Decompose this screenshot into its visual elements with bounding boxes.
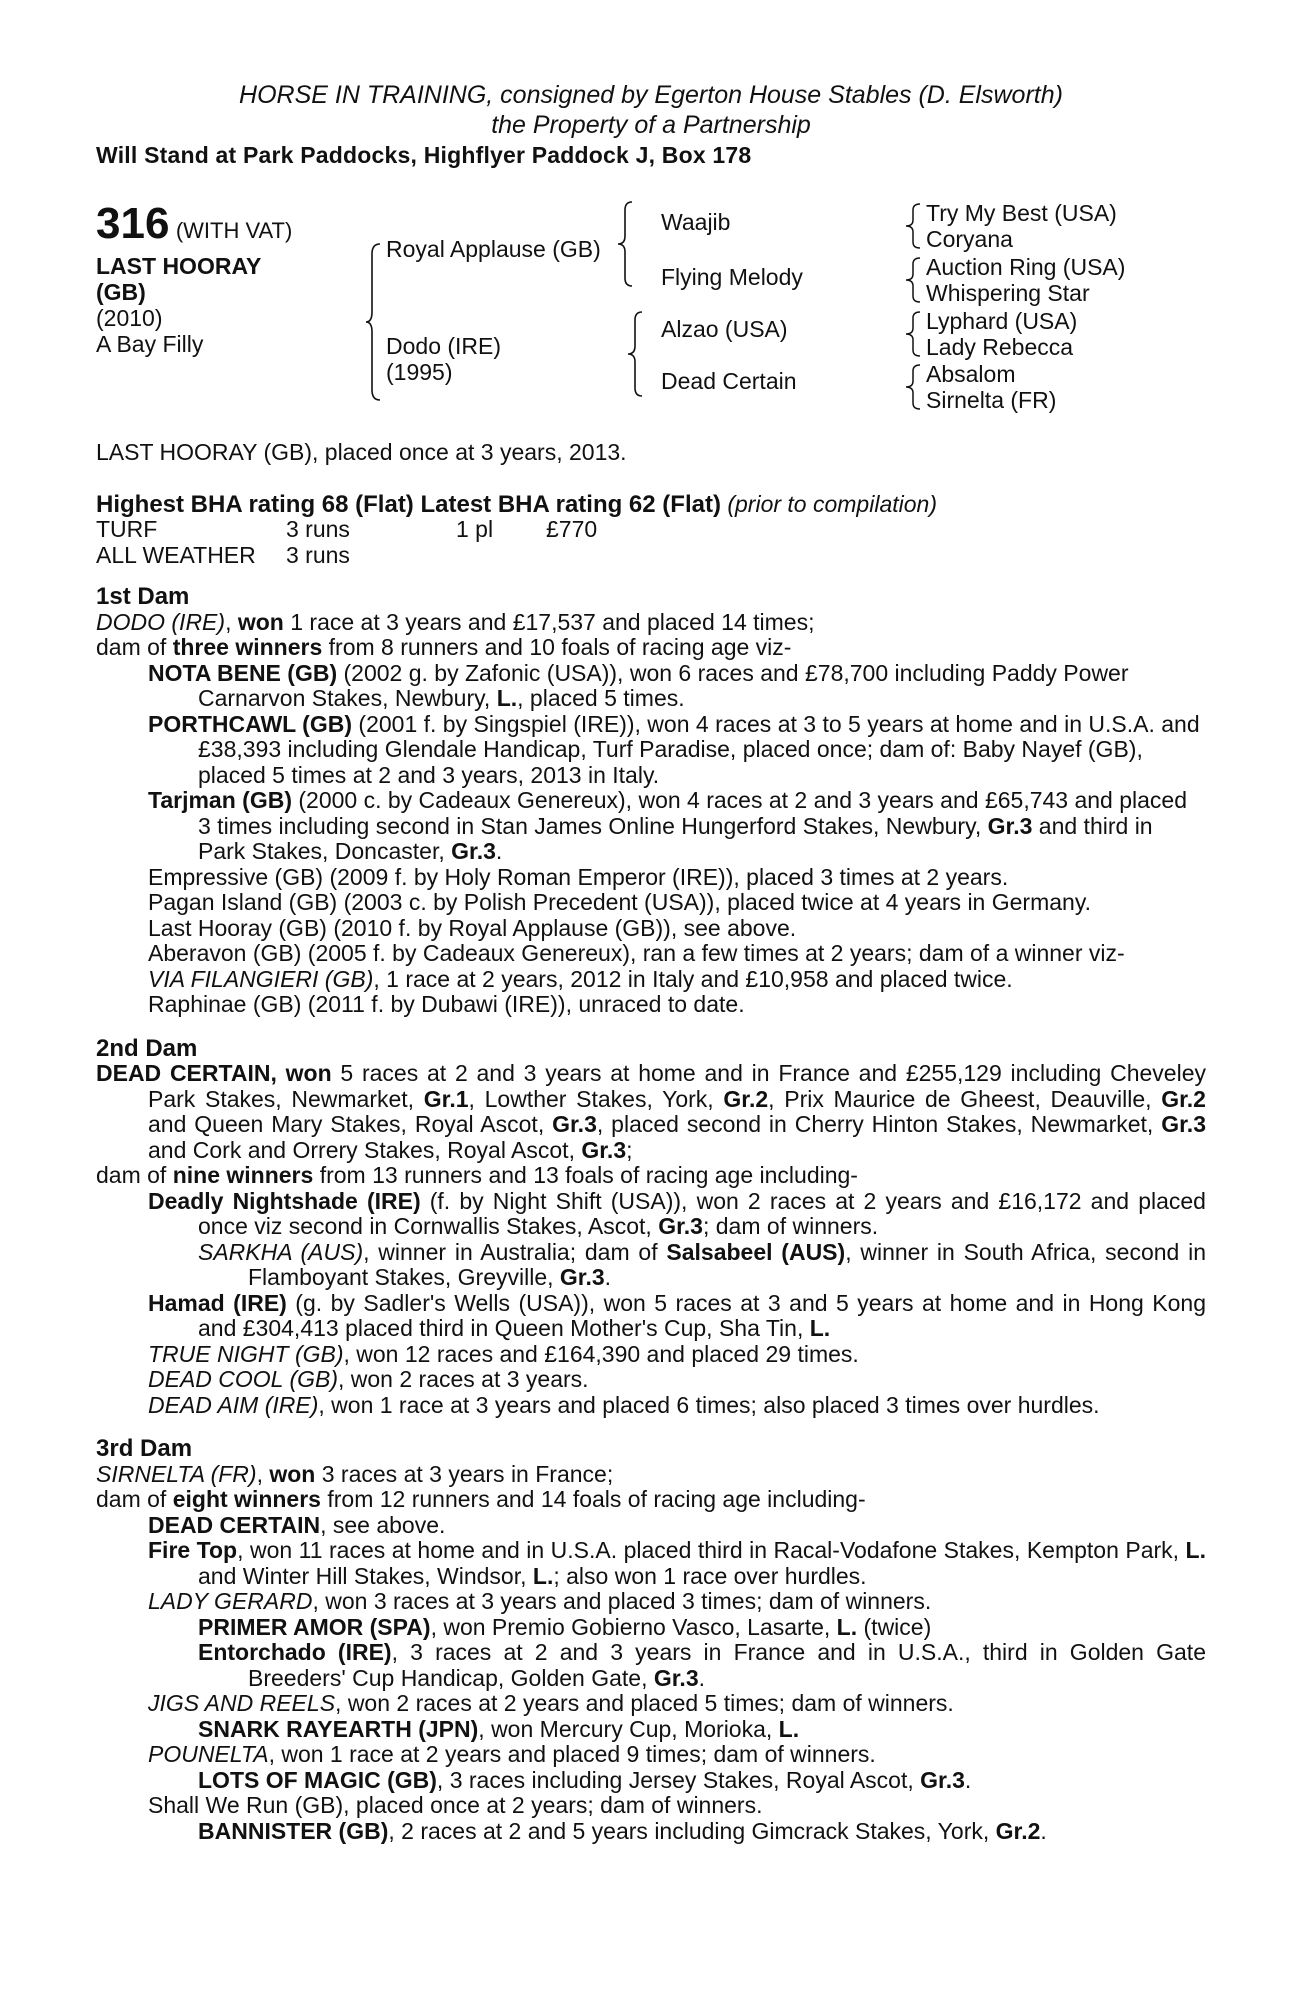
record-text: , Lowther Stakes, York, <box>468 1085 724 1112</box>
race-grade: L. <box>836 1613 858 1640</box>
horse-name: PORTHCAWL (GB) <box>148 710 353 737</box>
produce-detail: from 8 runners and 10 foals of racing age viz- <box>322 634 792 660</box>
race-grade: Gr.3 <box>552 1111 597 1137</box>
record-text: , Prix Maurice de Gheest, Deauville, <box>768 1085 1162 1112</box>
dam-sire: Alzao (USA) <box>661 316 788 342</box>
lot-number: 316 <box>96 199 170 248</box>
first-dam-produce <box>96 635 1206 661</box>
record-text: , placed second in Cherry Hinton Stakes, Newmarket, <box>596 1111 1162 1137</box>
produce-pounelta <box>96 1742 1206 1768</box>
horse-name: TRUE NIGHT (GB) <box>148 1340 344 1367</box>
race-grade: Gr.2 <box>995 1817 1041 1844</box>
produce-prefix: dam of <box>96 1486 173 1512</box>
produce-primer-amor <box>96 1615 1206 1641</box>
race-grade: Gr.3 <box>653 1664 699 1691</box>
horse-record: (f. by Night Shift (USA)), won 2 races at 2 years and £16,172 and placed once viz second in Cornwallis Stakes, Ascot, <box>198 1187 1206 1239</box>
pedigree-table <box>96 200 1206 440</box>
winners-count: nine winners <box>172 1162 314 1188</box>
won-label: , won <box>270 1060 332 1086</box>
horse-name: VIA FILANGIERI (GB) <box>148 965 374 992</box>
horse-record: and third in Park Stakes, Doncaster, <box>198 812 1153 864</box>
third-dam-heading: 3rd Dam <box>96 1435 193 1462</box>
pedigree-brace-g3-1 <box>904 202 924 250</box>
horse-record-end: . <box>964 1766 972 1793</box>
produce-last-hooray: Last Hooray (GB) (2010 f. by Royal Applause (GB)), see above. <box>148 914 797 941</box>
produce-dead-cool <box>96 1367 1206 1393</box>
sire-dam-dam: Whispering Star <box>926 280 1090 306</box>
record-text: and Cork and Orrery Stakes, Royal Ascot, <box>148 1136 582 1163</box>
produce-snark-rayearth <box>96 1717 1206 1743</box>
horse-record-end: . <box>1040 1817 1047 1844</box>
pedigree-brace-g3-4 <box>904 363 924 411</box>
horse-record: (2001 f. by Singspiel (IRE)), won 4 races at 3 to 5 years at home and in U.S.A. and £38,393 including Glendale Handicap, Turf Paradise, placed once; dam of: Baby Nayef (GB), placed 5 times at 2 and 3 years, 2013 in Italy. <box>198 710 1200 788</box>
first-dam-intro: DODO (IRE), won 1 race at 3 years and £17,537 and placed 14 times; <box>96 608 815 635</box>
horse-record: , winner in Australia; dam of <box>363 1238 667 1265</box>
record-text: 3 races at 3 years in France; <box>315 1460 614 1487</box>
produce-deadly-nightshade <box>96 1189 1206 1240</box>
race-grade: L. <box>778 1715 800 1742</box>
horse-record-end: . <box>698 1664 706 1691</box>
produce-porthcawl <box>96 712 1206 789</box>
horse-description: A Bay Filly <box>96 331 204 357</box>
produce-bannister <box>96 1819 1206 1845</box>
race-grade: Gr.3 <box>451 838 496 864</box>
horse-record-end: . <box>604 1264 612 1290</box>
dam-dam-sire: Absalom <box>926 361 1016 387</box>
race-grade: Gr.3 <box>658 1213 703 1239</box>
horse-record: , won 12 races and £164,390 and placed 29 times. <box>343 1340 859 1367</box>
rating-bold: Highest BHA rating 68 (Flat) Latest BHA rating 62 (Flat) <box>96 490 721 518</box>
horse-name: DEAD CERTAIN <box>148 1511 321 1538</box>
rating-note: (prior to compilation) <box>727 490 937 517</box>
produce-via-filangieri <box>96 967 1206 993</box>
produce-sarkha <box>96 1240 1206 1291</box>
winners-count: three winners <box>172 634 323 660</box>
horse-record: , won Mercury Cup, Morioka, <box>478 1715 779 1742</box>
vat-note: (WITH VAT) <box>175 218 293 243</box>
turf-placings: 1 pl <box>456 516 494 542</box>
produce-hamad <box>96 1291 1206 1342</box>
produce-jigs-and-reels <box>96 1691 1206 1717</box>
race-grade: Gr.2 <box>723 1085 769 1112</box>
produce-aberavon: Aberavon (GB) (2005 f. by Cadeaux Genereux), ran a few times at 2 years; dam of a winner viz- <box>148 940 1125 966</box>
horse-name: LADY GERARD <box>148 1588 313 1614</box>
produce-shall-we-run: Shall We Run (GB), placed once at 2 years; dam of winners. <box>148 1792 763 1818</box>
horse-name: PRIMER AMOR (SPA) <box>198 1613 431 1640</box>
horse-name: Deadly Nightshade (IRE) <box>148 1187 421 1214</box>
produce-true-night <box>96 1342 1206 1368</box>
race-grade: Gr.3 <box>559 1264 605 1290</box>
pedigree-brace-g3-3 <box>904 310 924 358</box>
produce-detail: from 13 runners and 13 foals of racing age including- <box>313 1162 858 1188</box>
race-grade: Gr.3 <box>987 812 1033 839</box>
race-grade: Gr.3 <box>1161 1111 1206 1137</box>
horse-record: (g. by Sadler's Wells (USA)), won 5 races at 3 and 5 years at home and in Hong Kong and £304,413 placed third in Queen Mother's Cup, Sha Tin, <box>198 1289 1206 1341</box>
turf-label: TURF <box>96 516 158 542</box>
record-text: and Queen Mary Stakes, Royal Ascot, <box>148 1111 553 1137</box>
dam-sire-dam: Lady Rebecca <box>926 334 1074 360</box>
dam-sire-sire: Lyphard (USA) <box>926 308 1078 334</box>
race-summary: LAST HOORAY (GB), placed once at 3 years, 2013. <box>96 439 627 465</box>
race-grade: Gr.3 <box>581 1136 627 1163</box>
horse-record: , won 1 race at 2 years and placed 9 times; dam of winners. <box>268 1741 876 1767</box>
dam-dam: Dead Certain <box>661 368 797 394</box>
turf-runs: 3 runs <box>286 516 350 542</box>
horse-record: , won 2 races at 3 years. <box>338 1366 589 1392</box>
horse-record: , won Premio Gobierno Vasco, Lasarte, <box>430 1613 837 1640</box>
second-dam-intro <box>96 1061 1206 1163</box>
horse-record-end: , placed 5 times. <box>517 685 685 711</box>
horse-record: and Winter Hill Stakes, Windsor, <box>198 1562 533 1589</box>
record-text: 5 races at 2 and 3 years at home and in France and £255,129 including Cheveley Park Stakes, Newmarket, <box>148 1060 1206 1112</box>
record-text: ; <box>626 1136 633 1163</box>
horse-name: Tarjman (GB) <box>148 787 292 813</box>
horse-name: DEAD AIM (IRE) <box>148 1391 319 1418</box>
turf-record <box>96 517 1206 543</box>
sire-sire: Waajib <box>661 209 731 235</box>
aw-label: ALL WEATHER <box>96 541 256 568</box>
third-dam-name: SIRNELTA (FR) <box>96 1460 257 1487</box>
horse-name: SARKHA (AUS) <box>198 1238 364 1265</box>
property-line: the Property of a Partnership <box>491 111 811 139</box>
horse-record: , 2 races at 2 and 5 years including Gimcrack Stakes, York, <box>388 1817 996 1844</box>
produce-nota-bene <box>96 661 1206 712</box>
stabling-line: Will Stand at Park Paddocks, Highflyer Paddock J, Box 178 <box>96 142 752 168</box>
dam-dam-dam: Sirnelta (FR) <box>926 387 1057 413</box>
catalogue-page <box>96 80 1206 1844</box>
race-grade: Gr.1 <box>423 1085 469 1112</box>
horse-name: Hamad (IRE) <box>148 1289 287 1316</box>
dam-year: (1995) <box>386 359 453 385</box>
produce-fire-top <box>96 1538 1206 1589</box>
horse-record: , won 2 races at 2 years and placed 5 times; dam of winners. <box>335 1690 954 1716</box>
won-label: won <box>269 1460 316 1487</box>
produce-prefix: dam of <box>96 634 173 660</box>
first-dam-record: 1 race at 3 years and £17,537 and placed 14 times; <box>283 608 815 635</box>
race-grade: L. <box>1185 1537 1206 1563</box>
race-grade: L. <box>809 1315 831 1341</box>
race-grade: Gr.3 <box>920 1766 965 1793</box>
produce-lady-gerard <box>96 1589 1206 1615</box>
race-grade: L. <box>532 1562 554 1589</box>
horse-name: Salsabeel (AUS) <box>666 1238 846 1265</box>
horse-name: POUNELTA <box>148 1741 269 1767</box>
produce-dead-aim <box>96 1393 1206 1419</box>
sire-sire-dam: Coryana <box>926 226 1013 252</box>
produce-pagan-island: Pagan Island (GB) (2003 c. by Polish Precedent (USA)), placed twice at 4 years in Germany. <box>148 889 1091 915</box>
winners-count: eight winners <box>172 1486 321 1512</box>
produce-raphinae: Raphinae (GB) (2011 f. by Dubawi (IRE)), unraced to date. <box>148 991 745 1017</box>
horse-name: LOTS OF MAGIC (GB) <box>198 1766 437 1793</box>
first-dam-heading: 1st Dam <box>96 583 190 610</box>
produce-entorchado <box>96 1640 1206 1691</box>
third-dam-intro: SIRNELTA (FR), won 3 races at 3 years in France; <box>96 1460 614 1487</box>
sire-dam-sire: Auction Ring (USA) <box>926 254 1126 280</box>
pedigree-brace-sire <box>616 200 636 288</box>
horse-record: , won 1 race at 3 years and placed 6 times; also placed 3 times over hurdles. <box>318 1391 1100 1418</box>
race-grade: L. <box>496 685 518 711</box>
aw-runs: 3 runs <box>286 541 350 568</box>
consignor-line: HORSE IN TRAINING, consigned by Egerton House Stables (D. Elsworth) <box>239 81 1063 109</box>
horse-record: (2002 g. by Zafonic (USA)), won 6 races and £78,700 including Paddy Power Carnarvon Stakes, Newbury, <box>198 659 1129 711</box>
third-dam-produce <box>96 1487 1206 1513</box>
rating-line <box>96 492 1206 518</box>
horse-name: BANNISTER (GB) <box>198 1817 389 1844</box>
horse-record-end: ; dam of winners. <box>702 1213 879 1239</box>
lot-header <box>96 200 292 248</box>
produce-empressive: Empressive (GB) (2009 f. by Holy Roman Emperor (IRE)), placed 3 times at 2 years. <box>148 863 1009 890</box>
horse-name: Fire Top <box>148 1537 238 1563</box>
aw-record <box>96 543 1206 569</box>
horse-record: , 3 races at 2 and 3 years in France and in U.S.A., third in Golden Gate Breeders' Cup Handicap, Golden Gate, <box>248 1639 1206 1691</box>
horse-record: , 1 race at 2 years, 2012 in Italy and £10,958 and placed twice. <box>373 965 1013 992</box>
sire-dam: Flying Melody <box>661 264 803 290</box>
produce-lots-of-magic <box>96 1768 1206 1794</box>
pedigree-brace-g3-2 <box>904 256 924 304</box>
produce-prefix: dam of <box>96 1162 173 1188</box>
horse-record-end: ; also won 1 race over hurdles. <box>553 1562 867 1589</box>
horse-record: , see above. <box>320 1511 446 1538</box>
horse-record: (2000 c. by Cadeaux Genereux), won 4 races at 2 and 3 years and £65,743 and placed 3 times including second in Stan James Online Hungerford Stakes, Newbury, <box>198 787 1188 839</box>
horse-record-end: . <box>495 838 503 864</box>
foaling-year: (2010) <box>96 305 163 331</box>
produce-dead-certain <box>96 1513 1206 1539</box>
won-label: won <box>237 608 284 635</box>
produce-detail: from 12 runners and 14 foals of racing age including- <box>320 1486 866 1512</box>
horse-name: SNARK RAYEARTH (JPN) <box>198 1715 479 1742</box>
sire: Royal Applause (GB) <box>386 236 601 262</box>
race-grade: Gr.2 <box>1161 1085 1206 1112</box>
horse-country: (GB) <box>96 279 146 305</box>
horse-record: , 3 races including Jersey Stakes, Royal Ascot, <box>436 1766 921 1793</box>
horse-name: DEAD COOL (GB) <box>148 1366 338 1392</box>
horse-record: , winner in South Africa, second in Flamboyant Stakes, Greyville, <box>248 1238 1206 1290</box>
first-dam-name: DODO (IRE) <box>96 608 226 635</box>
sire-sire-sire: Try My Best (USA) <box>926 200 1117 226</box>
dam: Dodo (IRE) <box>386 333 502 359</box>
horse-name: NOTA BENE (GB) <box>148 659 338 686</box>
horse-record-end: (twice) <box>857 1613 932 1640</box>
horse-record: , won 11 races at home and in U.S.A. placed third in Racal-Vodafone Stakes, Kempton Park, <box>237 1537 1186 1563</box>
horse-name: JIGS AND REELS <box>148 1690 336 1716</box>
pedigree-brace-dam <box>626 310 646 398</box>
pedigree-brace-main <box>364 242 384 402</box>
turf-money: £770 <box>546 516 598 542</box>
produce-tarjman <box>96 788 1206 865</box>
horse-record: , won 3 races at 3 years and placed 3 times; dam of winners. <box>312 1588 932 1614</box>
second-dam-produce <box>96 1163 1206 1189</box>
second-dam-heading: 2nd Dam <box>96 1034 198 1062</box>
horse-name: Entorchado (IRE) <box>198 1639 392 1665</box>
horse-name: LAST HOORAY <box>96 253 262 279</box>
second-dam-name: DEAD CERTAIN <box>96 1060 271 1086</box>
